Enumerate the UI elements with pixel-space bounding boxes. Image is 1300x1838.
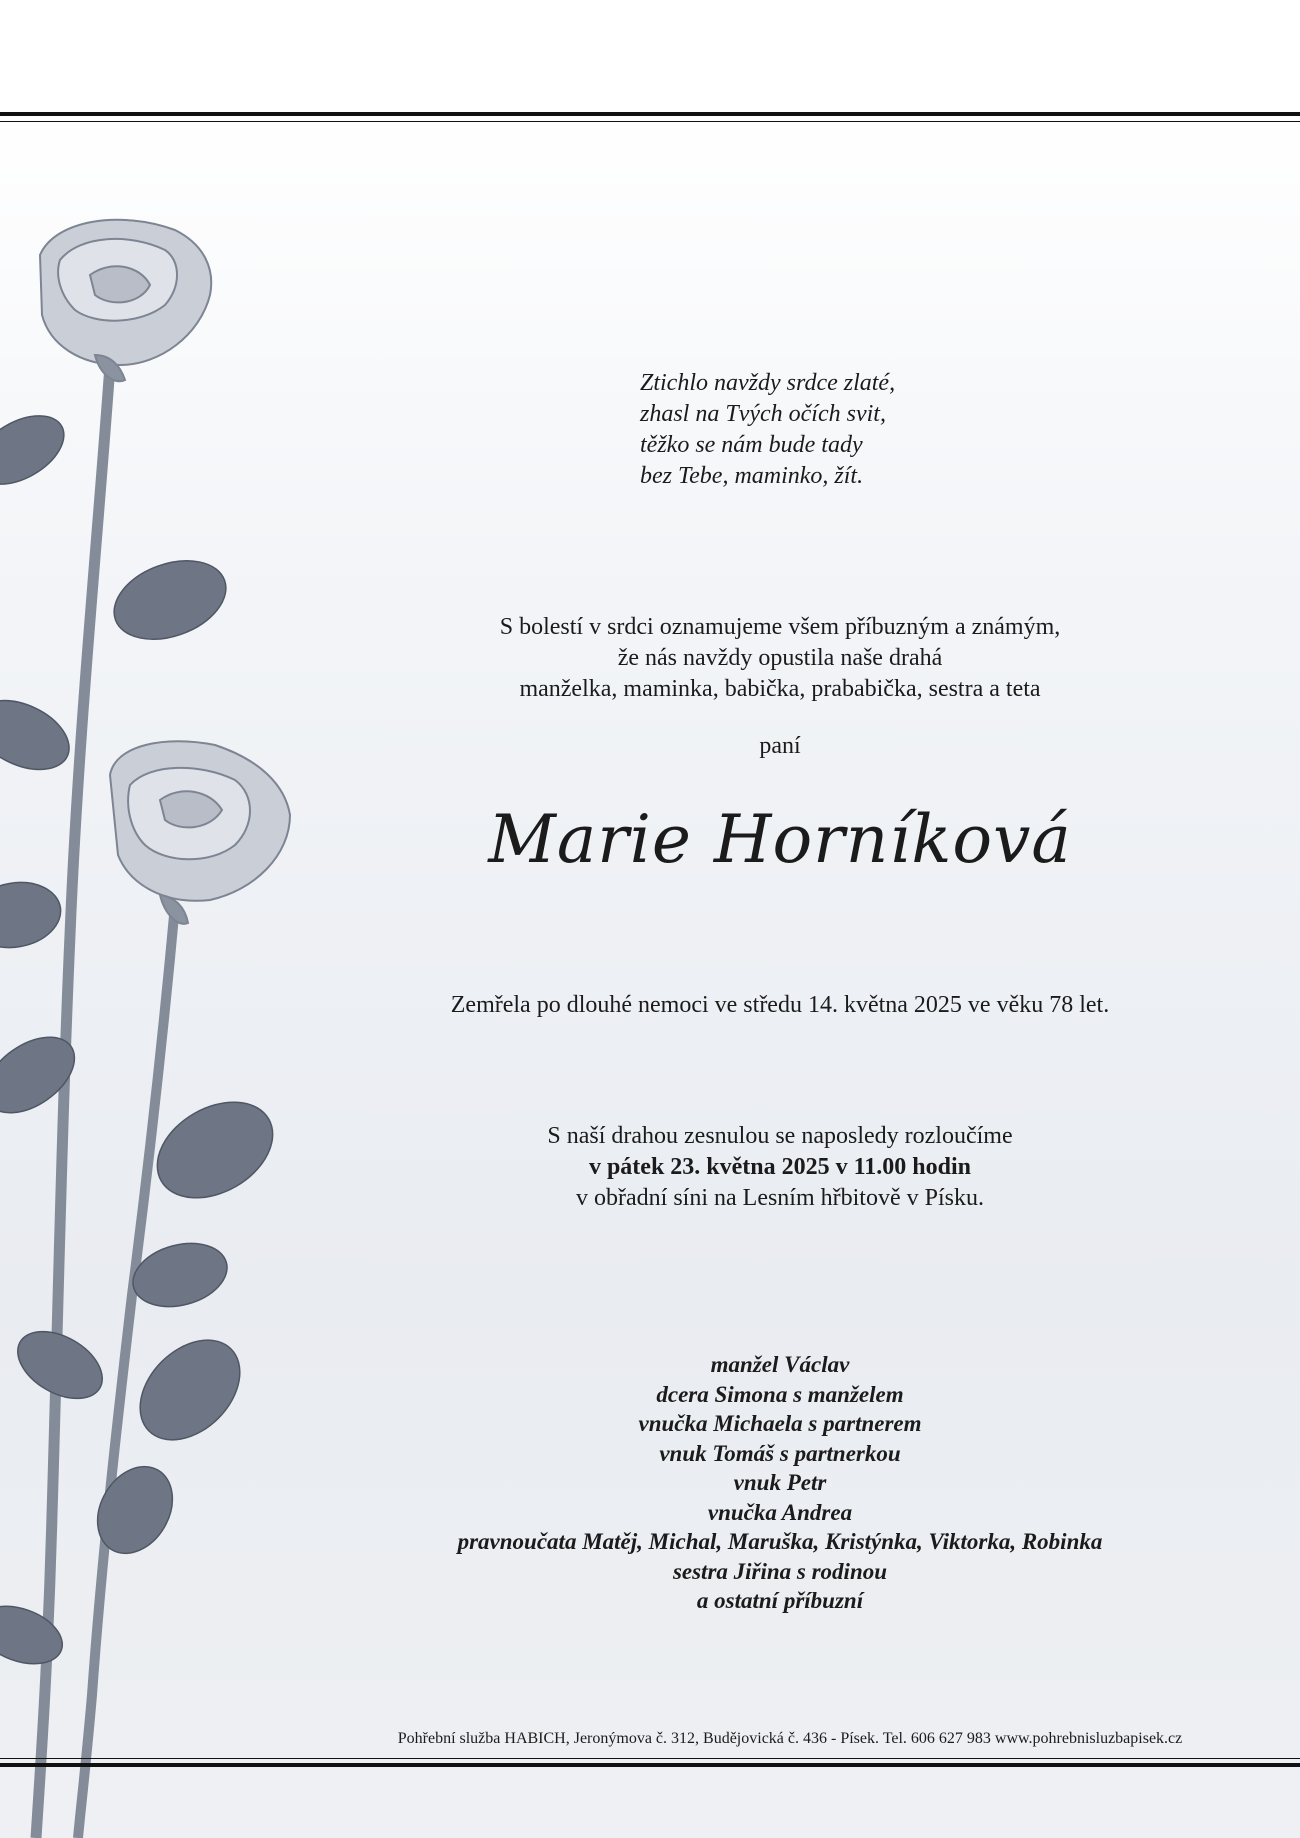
bottom-border-thick [0, 1763, 1300, 1767]
mourner-line: vnuk Petr [733, 1470, 827, 1495]
death-info: Zemřela po dlouhé nemoci ve středu 14. května 2025 ve věku 78 let. [450, 992, 1110, 1018]
rose-leaf [0, 875, 66, 954]
announcement [330, 612, 1230, 705]
announcement-line: že nás navždy opustila naše drahá [617, 645, 943, 671]
poem-line: Ztichlo navždy srdce zlaté, [640, 370, 896, 396]
bottom-border-thin [0, 1758, 1300, 1759]
top-border-thick [0, 112, 1300, 116]
rose-leaf [140, 1083, 289, 1218]
deceased-name: Marie Horníková [488, 801, 1072, 878]
rose-leaf [0, 1022, 88, 1129]
mourner-line: vnučka Andrea [707, 1499, 853, 1525]
ceremony-datetime: v pátek 23. května 2025 v 11.00 hodin [588, 1154, 972, 1180]
rose-illustration [0, 215, 320, 1838]
rose-bloom-upper [40, 220, 211, 381]
mourner-line: manžel Václav [710, 1352, 850, 1377]
ceremony-intro: S naší drahou zesnulou se naposledy rozloučíme [547, 1123, 1013, 1149]
title-word: paní [759, 733, 801, 759]
top-border-thin [0, 121, 1300, 122]
announcement-line: manželka, maminka, babička, prababička, sestra a teta [519, 676, 1041, 702]
mourner-line: a ostatní příbuzní [696, 1588, 864, 1613]
rose-leaf [83, 1453, 188, 1567]
poem-line: bez Tebe, maminko, žít. [640, 463, 864, 489]
mourner-line: vnuk Tomáš s partnerkou [659, 1440, 901, 1466]
ceremony-info [330, 1121, 1230, 1214]
mourner-line: vnučka Michaela s partnerem [638, 1411, 922, 1436]
rose-leaf [0, 1596, 70, 1675]
mourner-line: dcera Simona s manželem [656, 1381, 904, 1407]
announcement-line: S bolestí v srdci oznamujeme všem příbuzným a známým, [499, 614, 1061, 640]
rose-leaf [0, 687, 80, 784]
funeral-service-footer: Pohřební služba HABICH, Jeronýmova č. 312, Budějovická č. 436 - Písek. Tel. 606 627 983 www.pohrebnisluzbapisek.cz [397, 1730, 1183, 1747]
mourners-list [330, 1350, 1230, 1616]
poem-line: těžko se nám bude tady [640, 432, 863, 458]
rose-leaf [121, 1321, 260, 1460]
ceremony-place: v obřadní síni na Lesním hřbitově v Písku. [576, 1185, 984, 1211]
mourner-line: pravnoučata Matěj, Michal, Maruška, Kristýnka, Viktorka, Robinka [457, 1529, 1103, 1554]
mourner-line: sestra Jiřina s rodinou [672, 1558, 888, 1584]
rose-leaf [103, 546, 237, 653]
poem [640, 368, 940, 492]
rose-bloom-lower [110, 741, 290, 924]
poem-line: zhasl na Tvých očích svit, [640, 401, 886, 427]
rose-leaf [0, 402, 76, 498]
